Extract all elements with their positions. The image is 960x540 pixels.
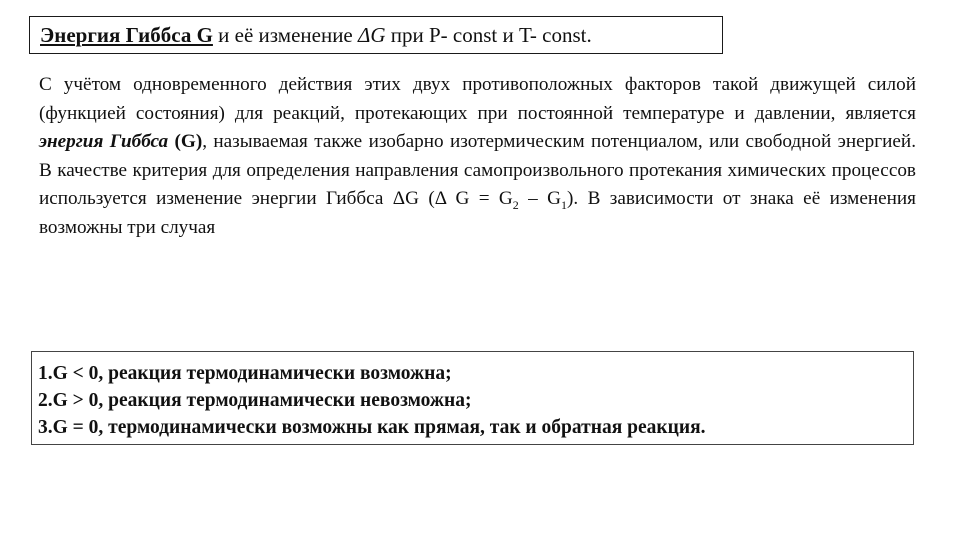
slide-title-box	[29, 16, 723, 54]
gibbs-energy-term: энергия Гиббса	[39, 131, 169, 152]
case-item-zero: 3.G = 0, термодинамически возможны как прямая, так и обратная реакция.	[38, 417, 706, 438]
subscript-2: 2	[512, 197, 519, 212]
title-delta-g: ΔG	[358, 22, 386, 47]
paragraph-text-1: С учётом одновременного действия этих двух противоположных факторов такой движущей силой (функцией состояния) для реакций, протекающих при постоянной температуре и давлении, является	[39, 74, 916, 124]
paragraph-text-3: – G	[518, 188, 561, 209]
cases-box	[31, 351, 914, 445]
case-item-positive: 2.G > 0, реакция термодинамически невозможна;	[38, 390, 472, 411]
title-conditions: при P- const и T- const.	[385, 22, 592, 47]
paragraph-text-2: , называемая также изобарно изотермическим потенциалом, или свободной энергией. В качестве критерия для определения направления самопроизвольного протекания химических процессов используется изменение энергии Гиббса ΔG (Δ G = G	[39, 131, 916, 209]
title-gibbs-energy: Энергия Гиббса G	[40, 22, 213, 47]
case-item-negative: 1.G < 0, реакция термодинамически возможна;	[38, 363, 452, 384]
body-paragraph	[39, 71, 916, 242]
g-symbol-term: (G)	[174, 131, 203, 152]
subscript-1: 1	[561, 197, 567, 212]
title-middle-text: и её изменение	[212, 22, 359, 47]
paragraph-text-4: ). В зависимости от знака её изменения возможны три случая	[39, 188, 916, 238]
